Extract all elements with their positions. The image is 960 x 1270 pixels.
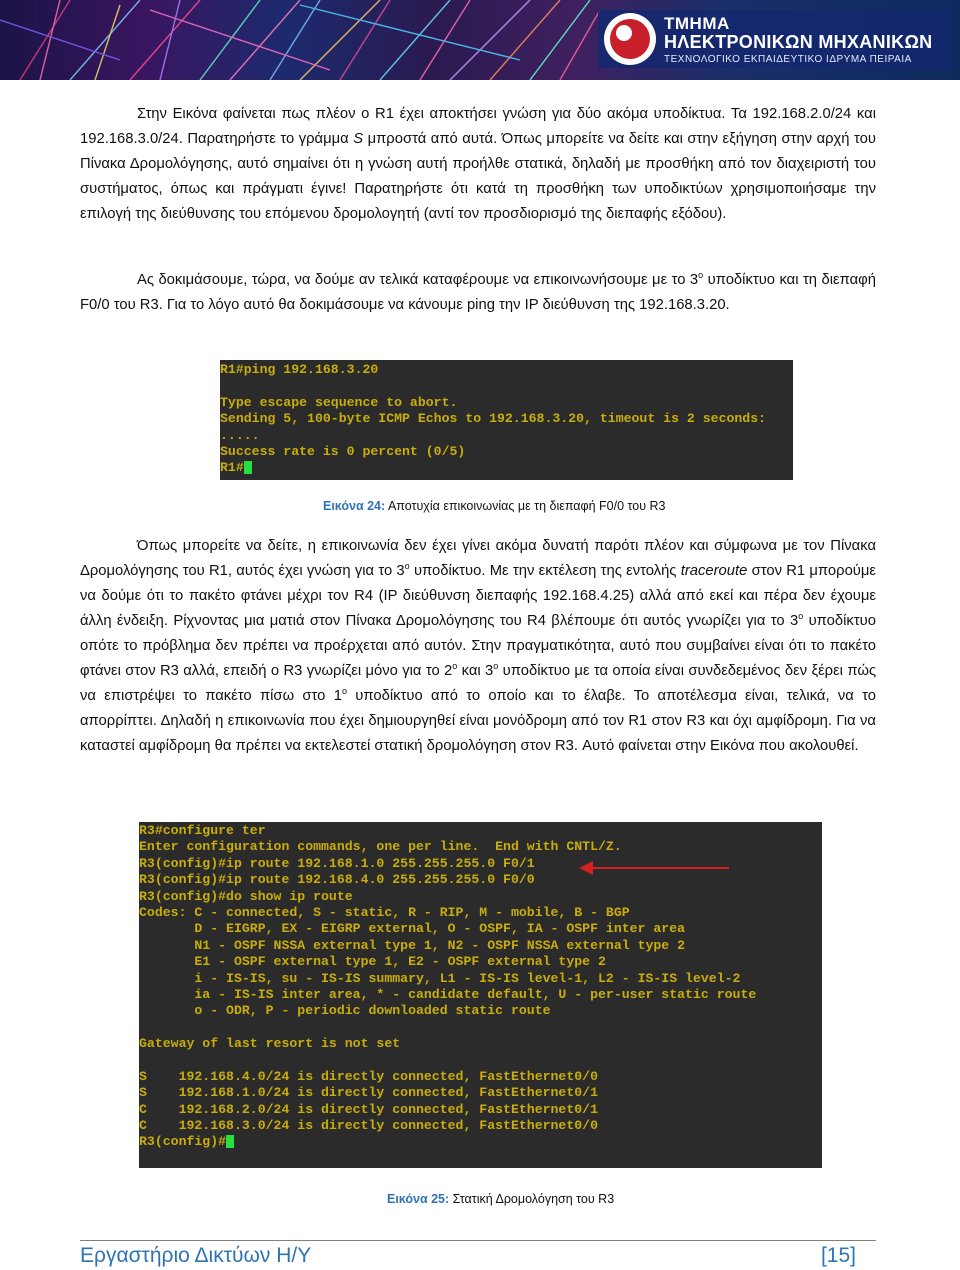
terminal-line: S 192.168.4.0/24 is directly connected, FastEthernet0/0 bbox=[139, 1068, 598, 1084]
page-number: [15] bbox=[820, 1244, 856, 1267]
terminal-line: Type escape sequence to abort. bbox=[220, 394, 458, 410]
caption-figure-24: Εικόνα 24: Αποτυχία επικοινωνίας με τη διεπαφή F0/0 του R3 bbox=[323, 499, 666, 513]
terminal-line: R3#configure ter bbox=[139, 823, 266, 838]
terminal-line: N1 - OSPF NSSA external type 1, N2 - OSPF NSSA external type 2 bbox=[139, 937, 686, 953]
terminal-line: Gateway of last resort is not set bbox=[139, 1036, 401, 1052]
footer-divider bbox=[80, 1240, 876, 1241]
terminal-ping-r1 bbox=[220, 360, 793, 480]
red-arrow-icon bbox=[575, 856, 735, 880]
terminal-line: E1 - OSPF external type 1, E2 - OSPF external type 2 bbox=[139, 954, 606, 970]
caption-figure-25: Εικόνα 25: Στατική Δρομολόγηση του R3 bbox=[387, 1192, 615, 1206]
cursor-icon bbox=[244, 461, 252, 474]
terminal-line: C 192.168.2.0/24 is directly connected, FastEthernet0/1 bbox=[139, 1101, 598, 1117]
terminal-line: Sending 5, 100-byte ICMP Echos to 192.168.3.20, timeout is 2 seconds: bbox=[220, 411, 767, 427]
cursor-icon bbox=[226, 1135, 234, 1148]
terminal-line: R1#ping 192.168.3.20 bbox=[220, 362, 379, 377]
logo-line-2: ΗΛΕΚΤΡΟΝΙΚΩΝ ΜΗΧΑΝΙΚΩΝ bbox=[664, 32, 933, 52]
terminal-prompt-line: R3(config)# bbox=[139, 1134, 822, 1150]
terminal-line: R3(config)#ip route 192.168.4.0 255.255.255.0 F0/0 bbox=[139, 872, 535, 888]
terminal-line: o - ODR, P - periodic downloaded static route bbox=[139, 1003, 551, 1019]
terminal-line: D - EIGRP, EX - EIGRP external, O - OSPF, IA - OSPF inter area bbox=[139, 921, 686, 937]
header-banner bbox=[0, 0, 960, 80]
terminal-line bbox=[139, 1020, 822, 1036]
terminal-line: Enter configuration commands, one per line. End with CNTL/Z. bbox=[139, 839, 622, 855]
terminal-line: R3(config)#ip route 192.168.1.0 255.255.255.0 F0/1 bbox=[139, 855, 535, 871]
terminal-line bbox=[139, 1052, 822, 1068]
terminal-line bbox=[220, 378, 793, 394]
terminal-line: C 192.168.3.0/24 is directly connected, FastEthernet0/0 bbox=[139, 1118, 598, 1134]
logo-line-1: ΤΜΗΜΑ bbox=[664, 14, 730, 33]
terminal-line: ia - IS-IS inter area, * - candidate default, U - per-user static route bbox=[139, 986, 757, 1002]
university-logo-icon bbox=[604, 13, 656, 65]
footer-title: Εργαστήριο Δικτύων Η/Υ bbox=[80, 1244, 312, 1267]
terminal-line: Success rate is 0 percent (0/5) bbox=[220, 443, 466, 459]
logo-line-3: ΤΕΧΝΟΛΟΓΙΚΟ ΕΚΠΑΙΔΕΥΤΙΚΟ ΙΔΡΥΜΑ ΠΕΙΡΑΙΑ bbox=[664, 54, 912, 65]
paragraph-3: Όπως μπορείτε να δείτε, η επικοινωνία δεν έχει γίνει ακόμα δυνατή παρότι πλέον και σύμφωνα με τον Πίνακα Δρομολόγησης του R1, αυτός έχει γνώση για το $3^o$ υποδίκτυο. Με την εκτέλεση της εντολής traceroute στον R1 μπορούμε να δούμε ότι το πακέτο φτάνει μέχρι τον R4 (IP διεύθυνση διεπαφής 192.168.4.25) αλλά από εκεί και πέρα δεν έχουμε άλλη ένδειξη. Ρίχνοντας μια ματιά στον Πίνακα Δρομολόγησης του R4 βλέπουμε ότι αυτός γνωρίζει για το $3^o$ υποδίκτυο οπότε το πρόβλημα δεν πρέπει να προέρχεται από αυτόν. Στην πραγματικότητα, αυτό που συμβαίνει είναι ότι το πακέτο φτάνει στον R3 αλλά, επειδή ο R3 γνωρίζει μόνο για το $2^o$ και $3^o$ υποδίκτυο με τα οποία είναι συνδεδεμένος δεν ξέρει πώς να επιστρέψει το πακέτο πίσω στο $1^o$ υποδίκτυο από το οποίο και το έλαβε. Το αποτέλεσμα είναι, τελικά, να το απορρίπτει. Δηλαδή η επικοινωνία που έχει δημιουργηθεί είναι μονόδρομη από τον R1 στον R3 και όχι αμφίδρομη. Για να καταστεί αμφίδρομη θα πρέπει να εκτελεστεί στατική δρομολόγηση στον R3. Αυτό φαίνεται στην Εικόνα που ακολουθεί. bbox=[80, 538, 877, 754]
terminal-prompt-line: R1# bbox=[220, 460, 793, 476]
terminal-line: i - IS-IS, su - IS-IS summary, L1 - IS-IS level-1, L2 - IS-IS level-2 bbox=[139, 970, 741, 986]
terminal-line: S 192.168.1.0/24 is directly connected, FastEthernet0/1 bbox=[139, 1085, 598, 1101]
terminal-line: R3(config)#do show ip route bbox=[139, 888, 353, 904]
paragraph-2: Ας δοκιμάσουμε, τώρα, να δούμε αν τελικά καταφέρουμε να επικοινωνήσουμε με το $3^o$ υποδίκτυο και τη διεπαφή F0/0 του R3. Για το λόγο αυτό θα δοκιμάσουμε να κάνουμε ping την IP διεύθυνση της 192.168.3.20. bbox=[80, 270, 876, 313]
paragraph-1: Στην Εικόνα φαίνεται πως πλέον ο R1 έχει αποκτήσει γνώση για δύο ακόμα υποδίκτυα. Τα 192.168.2.0/24 και 192.168.3.0/24. Παρατηρήστε το γράμμα S μπροστά από αυτά. Όπως μπορείτε να δείτε και στην εξήγηση στην αρχή του Πίνακα Δρομολόγησης, αυτό σημαίνει ότι η γνώση αυτή προήλθε στατικά, δηλαδή με προσθήκη από τον διαχειριστή του συστήματος, όπως και πράγματι έγινε! Παρατηρήστε ότι κατά τη προσθήκη των υποδικτύων χρησιμοποιήσαμε την επιλογή της διεύθυνσης του επόμενου δρομολογητή (αντί τον προσδιορισμό της διεπαφής εξόδου). bbox=[80, 106, 876, 222]
terminal-line: Codes: C - connected, S - static, R - RIP, M - mobile, B - BGP bbox=[139, 904, 630, 920]
terminal-line: ..... bbox=[220, 427, 260, 443]
